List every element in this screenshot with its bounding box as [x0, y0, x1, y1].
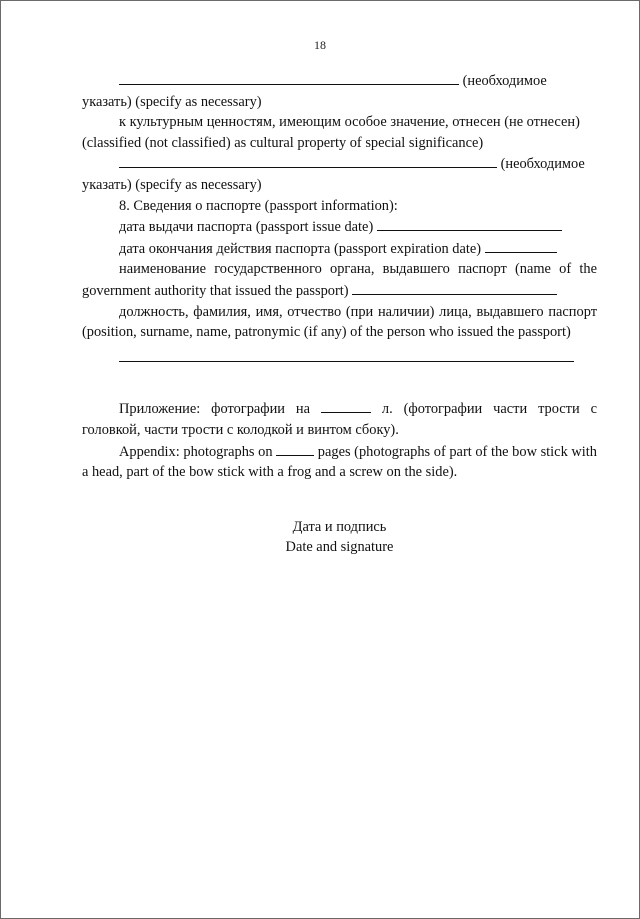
- spacer: [82, 483, 597, 517]
- expiration-date-label: дата окончания действия паспорта (passport expiration date): [119, 240, 482, 257]
- authority-label: наименование государственного органа, выдавшего паспорт (name of the government authority that issued the passport): [82, 261, 597, 299]
- issue-date-label: дата выдачи паспорта (passport issue date): [119, 219, 374, 236]
- issuer-field[interactable]: [119, 347, 574, 362]
- authority-line: [82, 259, 597, 301]
- appendix-en-pages-field[interactable]: [276, 441, 314, 456]
- issue-date-field[interactable]: [377, 216, 562, 231]
- specify-line-1: [82, 70, 597, 92]
- appendix-en-label: Appendix: photographs on: [119, 443, 273, 460]
- blank-field[interactable]: [119, 153, 497, 168]
- specify-label: (необходимое: [462, 73, 547, 89]
- appendix-ru: [82, 398, 597, 440]
- issue-date-line: [82, 216, 597, 238]
- appendix-en: [82, 441, 597, 483]
- specify-label: (необходимое: [500, 156, 585, 173]
- cultural-status-en: (classified (not classified) as cultural property of special significance): [82, 134, 484, 151]
- expiration-date-line: [82, 238, 597, 260]
- signature-label-en: Date and signature: [285, 539, 394, 556]
- appendix-en-tail: pages (photographs of part of the bow stick with a head, part of the bow stick with a frog and a screw on the side).: [82, 443, 597, 481]
- cultural-status-ru: к культурным ценностям, имеющим особое значение, отнесен (не отнесен): [119, 114, 580, 131]
- issuer-field-line: [82, 347, 597, 369]
- document-body: [82, 70, 597, 558]
- specify-line-2: [82, 153, 597, 175]
- authority-field[interactable]: [352, 280, 557, 295]
- page-number: 18: [314, 38, 326, 52]
- signature-label-ru: Дата и подпись: [292, 518, 387, 535]
- appendix-ru-tail: л. (фотографии части трости с головкой, части трости с колодкой и винтом сбоку).: [82, 401, 597, 438]
- passport-heading: 8. Сведения о паспорте (passport information):: [119, 197, 398, 214]
- blank-field[interactable]: [119, 70, 459, 85]
- spacer: [82, 368, 597, 398]
- specify-continuation: указать) (specify as necessary): [82, 176, 262, 193]
- appendix-ru-pages-field[interactable]: [321, 398, 371, 413]
- specify-continuation: указать) (specify as necessary): [82, 93, 262, 110]
- appendix-ru-label: Приложение: фотографии на: [119, 401, 311, 418]
- expiration-date-field[interactable]: [485, 238, 557, 253]
- issuer-paragraph: должность, фамилия, имя, отчество (при наличии) лица, выдавшего паспорт (position, surname, name, patronymic (if any) of the person who issued the passport): [82, 303, 597, 341]
